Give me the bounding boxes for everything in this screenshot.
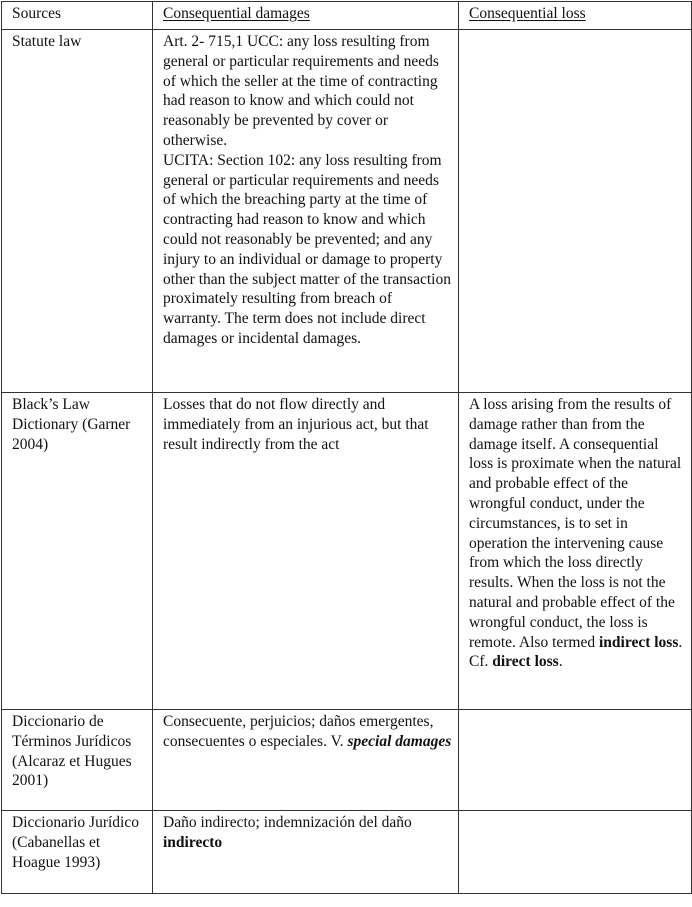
source-cell: Black’s Law Dictionary (Garner 2004) xyxy=(2,393,153,710)
table-row xyxy=(2,710,692,811)
loss-definition-text: A loss arising from the results of damage rather than from the damage itself. A consequential loss is proximate when the natural and probable effect of the wrongful conduct, under the circumstances, is to set in operation the intervening cause from which the loss directly results. When the loss is not the natural and probable effect of the wrongful conduct, the loss is remote. Also termed xyxy=(469,396,682,651)
damages-cell xyxy=(153,30,459,393)
table-row xyxy=(2,811,692,894)
header-row xyxy=(2,2,692,30)
damages-text: Daño indirecto; indemnización del daño xyxy=(163,814,412,831)
definitions-table xyxy=(1,1,692,894)
loss-end: . xyxy=(558,653,563,671)
loss-cell xyxy=(459,30,692,393)
damages-cell: Losses that do not flow directly and immediately from an injurious act, but that result indirectly from the act xyxy=(153,393,459,710)
header-consequential-damages xyxy=(153,2,459,30)
header-sources-label: Sources xyxy=(12,5,62,22)
damages-text: Consecuente, perjuicios; daños emergentes, consecuentes o especiales. V. xyxy=(163,713,434,750)
table-row xyxy=(2,30,692,393)
term-indirecto: indirecto xyxy=(163,833,223,851)
table-row xyxy=(2,393,692,710)
header-loss-label: Consequential loss xyxy=(469,5,586,22)
source-cell: Diccionario Jurídico (Cabanellas et Hoague 1993) xyxy=(2,811,153,894)
damages-cell xyxy=(153,710,459,811)
damages-ucc-paragraph: Art. 2- 715,1 UCC: any loss resulting from general or particular requirements and needs of which the seller at the time of contracting had reason to know and which could not reasonably be prevented by cover or otherwise. xyxy=(163,33,439,149)
source-cell: Statute law xyxy=(2,30,153,393)
header-consequential-loss xyxy=(459,2,692,30)
header-damages-label: Consequential damages xyxy=(163,5,310,22)
loss-cell xyxy=(459,811,692,894)
term-special-damages: special damages xyxy=(347,732,452,750)
term-direct-loss: direct loss xyxy=(492,653,559,671)
loss-cell xyxy=(459,393,692,710)
loss-cell xyxy=(459,710,692,811)
header-sources xyxy=(2,2,153,30)
source-cell: Diccionario de Términos Jurídicos (Alcaraz et Hugues 2001) xyxy=(2,710,153,811)
term-indirect-loss: indirect loss xyxy=(599,633,679,651)
damages-ucita-paragraph: UCITA: Section 102: any loss resulting from general or particular requirements and needs of which the breaching party at the time of contracting had reason to know and which could not reasonably be prevented; and any injury to an individual or damage to property other than the subject matter of the transaction proximately resulting from breach of warranty. The term does not include direct damages or incidental damages. xyxy=(163,151,451,347)
damages-cell xyxy=(153,811,459,894)
loss-cross-ref: . Cf. xyxy=(469,633,683,671)
